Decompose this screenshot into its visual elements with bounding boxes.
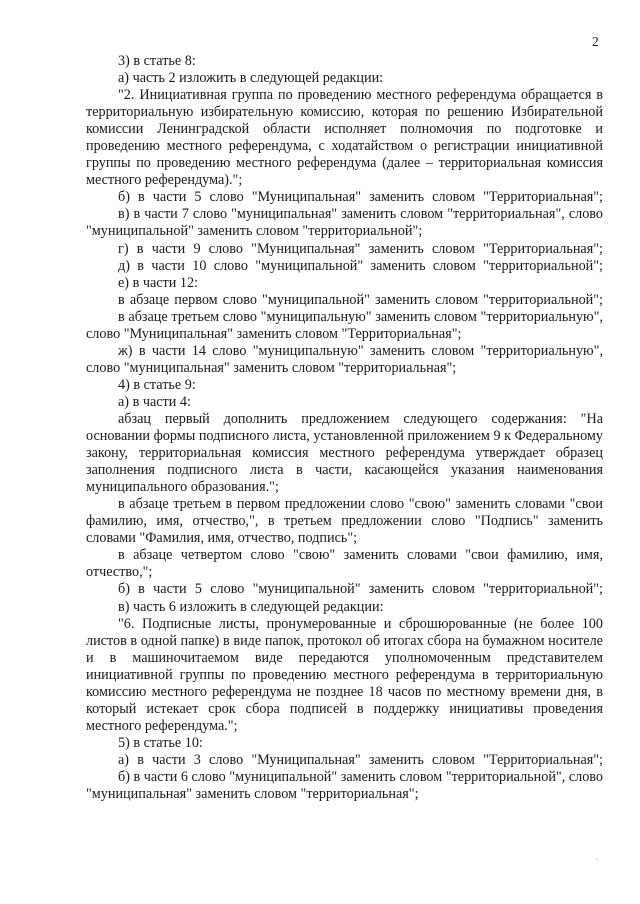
paragraph: а) часть 2 изложить в следующей редакции: xyxy=(118,70,384,87)
paragraph: абзац первый дополнить предложением следующего содержания: "На основании формы подписного листа, установленной приложением 9 к Федеральному закону, территориальная комиссия местного референдума утверждает образец заполнения подписного листа в части, касающейся указания наименования муниципального образования."; xyxy=(86,410,603,496)
paragraph: а) в части 3 слово "Муниципальная" заменить словом "Территориальная"; xyxy=(118,751,603,768)
paragraph: д) в части 10 слово "муниципальной" заменить словом "территориальной"; xyxy=(118,257,603,274)
paragraph: 4) в статье 9: xyxy=(118,376,196,393)
paragraph: 5) в статье 10: xyxy=(118,734,203,751)
paragraph: в абзаце первом слово "муниципальной" заменить словом "территориальной"; xyxy=(118,291,603,308)
paragraph: "2. Инициативная группа по проведению местного референдума обращается в территориальную избирательную комиссию, которая по решению Избирательной комиссии Ленинградской области исполняет полномочия по подготовке и проведению местного референдума, с ходатайством о регистрации инициативной группы по проведению местного референдума (далее – территориальная комиссия местного референдума)."; xyxy=(86,87,603,189)
paragraph: е) в части 12: xyxy=(118,274,199,291)
paragraph: в абзаце четвертом слово "свою" заменить словами "свои фамилию, имя, отчество,"; xyxy=(86,547,603,581)
paragraph: в) часть 6 изложить в следующей редакции: xyxy=(118,598,384,615)
document-body xyxy=(86,53,603,803)
paragraph: б) в части 6 слово "муниципальной" заменить словом "территориальной", слово "муниципальная" заменить словом "территориальная"; xyxy=(86,768,603,803)
page-number: 2 xyxy=(592,34,599,49)
paragraph: 3) в статье 8: xyxy=(118,53,196,69)
paragraph: "6. Подписные листы, пронумерованные и сброшюрованные (не более 100 листов в одной папке) в виде папок, протокол об итогах сбора на бумажном носителе и в машиночитаемом виде передаются уполномоченным представителем инициативной группы по проведению местного референдума в территориальную комиссию местного референдума не позднее 18 часов по местному времени дня, в который истекает срок сбора подписей в поддержку инициативы проведения местного референдума."; xyxy=(86,615,603,734)
scan-artifact xyxy=(596,858,598,860)
paragraph: б) в части 5 слово "Муниципальная" заменить словом "Территориальная"; xyxy=(118,189,603,206)
paragraph: а) в части 4: xyxy=(118,393,191,410)
paragraph: б) в части 5 слово "муниципальной" заменить словом "территориальной"; xyxy=(118,581,603,598)
paragraph: г) в части 9 слово "Муниципальная" заменить словом "Территориальная"; xyxy=(118,240,603,257)
paragraph: в абзаце третьем слово "муниципальную" заменить словом "территориальную", слово "Муниципальная" заменить словом "Территориальная"; xyxy=(86,308,603,342)
paragraph: в) в части 7 слово "муниципальная" заменить словом "территориальная", слово "муниципальной" заменить словом "территориальной"; xyxy=(86,206,603,240)
paragraph: ж) в части 14 слово "муниципальную" заменить словом "территориальную", слово "муниципальная" заменить словом "территориальная"; xyxy=(86,342,603,376)
paragraph: в абзаце третьем в первом предложении слово "свою" заменить словами "свои фамилию, имя, отчество,", в третьем предложении слово "Подпись" заменить словами "Фамилия, имя, отчество, подпись"; xyxy=(86,496,603,547)
